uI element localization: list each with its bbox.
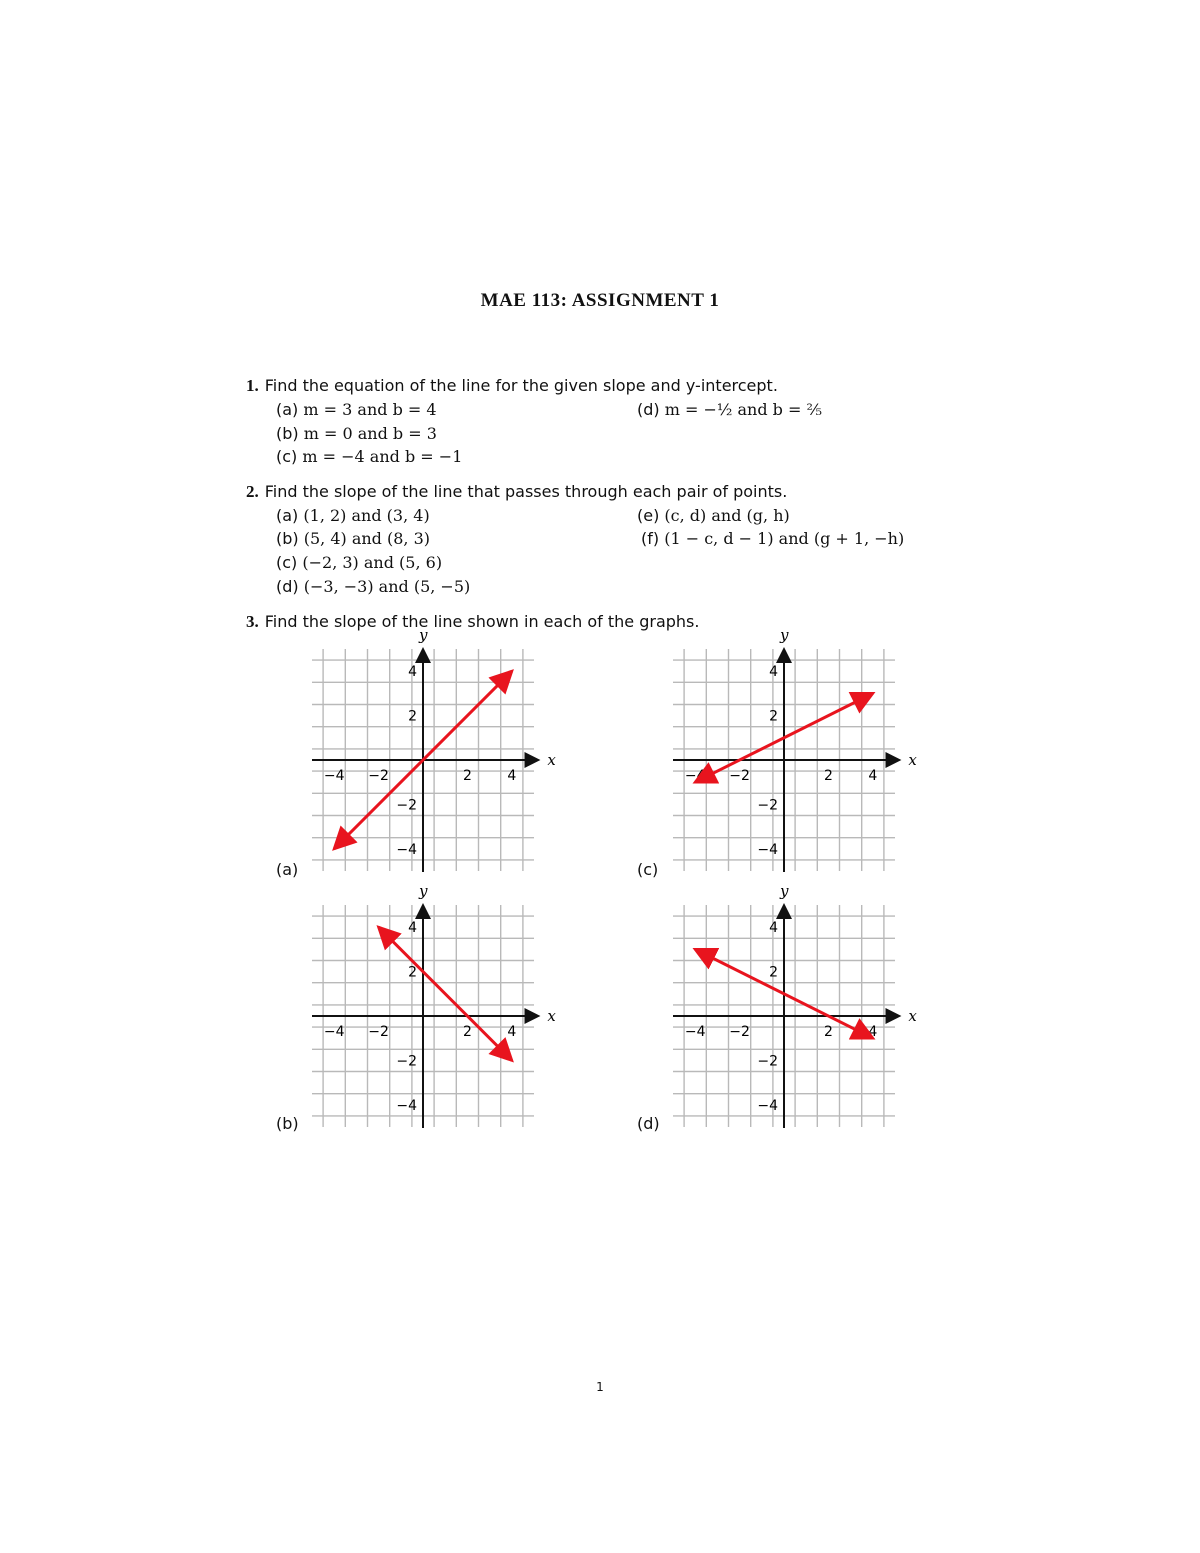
page-number: 1 (596, 1380, 604, 1394)
y-tick-label: 2 (769, 708, 778, 725)
y-tick-label: 2 (769, 964, 778, 981)
x-tick-label: 4 (868, 768, 878, 784)
problem-1-prompt (246, 376, 778, 396)
graph-a-svg (298, 622, 568, 872)
y-tick-label: −2 (396, 797, 417, 814)
graph-d-label: (d) (637, 1114, 660, 1133)
x-axis-label: x (908, 1007, 917, 1025)
x-tick-label: −2 (729, 1024, 750, 1040)
problem-2-item-f: (f) (1 − c, d − 1) and (g + 1, −h) (641, 529, 905, 548)
graph-d (659, 878, 929, 1132)
y-tick-label: 4 (769, 664, 778, 681)
problem-1-item-c: (c) m = −4 and b = −1 (276, 447, 463, 466)
problem-3-number: 3. (246, 612, 259, 631)
x-tick-label: 4 (507, 1024, 517, 1040)
graph-b-label: (b) (276, 1114, 299, 1133)
problem-2-item-a: (a) (1, 2) and (3, 4) (276, 506, 430, 525)
page-title: MAE 113: ASSIGNMENT 1 (480, 290, 720, 311)
x-tick-label: 4 (868, 1024, 878, 1040)
problem-1-number: 1. (246, 376, 259, 395)
y-tick-label: −2 (396, 1053, 417, 1070)
problem-1-item-b: (b) m = 0 and b = 3 (276, 424, 437, 443)
plotted-line (379, 927, 512, 1060)
y-tick-label: −2 (757, 1053, 778, 1070)
y-tick-label: 2 (408, 708, 417, 725)
graph-c (659, 622, 929, 876)
graph-b-svg (298, 878, 568, 1128)
x-tick-label: −4 (684, 1024, 706, 1040)
y-tick-label: 2 (408, 964, 417, 981)
graph-c-label: (c) (637, 860, 659, 879)
x-axis-label: x (908, 751, 917, 769)
problem-2-item-c: (c) (−2, 3) and (5, 6) (276, 553, 443, 572)
y-tick-label: 4 (408, 664, 417, 681)
graph-a-label: (a) (276, 860, 299, 879)
x-tick-label: −2 (368, 768, 389, 784)
x-tick-label: −2 (368, 1024, 389, 1040)
y-axis-label: y (419, 882, 428, 901)
problem-2-item-b: (b) (5, 4) and (8, 3) (276, 529, 431, 548)
x-tick-label: −4 (323, 1024, 345, 1040)
y-tick-label: 4 (408, 920, 417, 937)
y-axis-label: y (780, 626, 789, 645)
graph-d-svg (659, 878, 929, 1128)
problem-2-text: Find the slope of the line that passes through each pair of points. (264, 482, 788, 501)
problem-2-prompt (246, 482, 787, 502)
y-tick-label: −4 (396, 1097, 417, 1114)
x-axis-label: x (547, 1007, 556, 1025)
graph-c-svg (659, 622, 929, 872)
x-tick-label: 4 (507, 768, 517, 784)
x-tick-label: 2 (823, 768, 833, 784)
problem-1-text: Find the equation of the line for the given slope and y-intercept. (264, 376, 778, 395)
x-tick-label: 2 (462, 768, 472, 784)
problem-1-item-d: (d) m = −½ and b = ⅖ (637, 400, 822, 419)
problem-2-number: 2. (246, 482, 259, 501)
y-axis-label: y (419, 626, 428, 645)
x-tick-label: 2 (823, 1024, 833, 1040)
y-tick-label: 4 (769, 920, 778, 937)
x-tick-label: −2 (729, 768, 750, 784)
graph-a (298, 622, 568, 876)
problem-2-item-d: (d) (−3, −3) and (5, −5) (276, 577, 471, 596)
problem-2-item-e: (e) (c, d) and (g, h) (637, 506, 790, 525)
y-tick-label: −2 (757, 797, 778, 814)
x-tick-label: −4 (323, 768, 345, 784)
y-tick-label: −4 (757, 1097, 778, 1114)
problem-3-text: Find the slope of the line shown in each of the graphs. (264, 612, 700, 631)
y-axis-label: y (780, 882, 789, 901)
y-tick-label: −4 (396, 841, 417, 858)
graph-b (298, 878, 568, 1132)
x-axis-label: x (547, 751, 556, 769)
problem-1-item-a: (a) m = 3 and b = 4 (276, 400, 437, 419)
x-tick-label: 2 (462, 1024, 472, 1040)
y-tick-label: −4 (757, 841, 778, 858)
x-tick-label: −4 (684, 768, 706, 784)
